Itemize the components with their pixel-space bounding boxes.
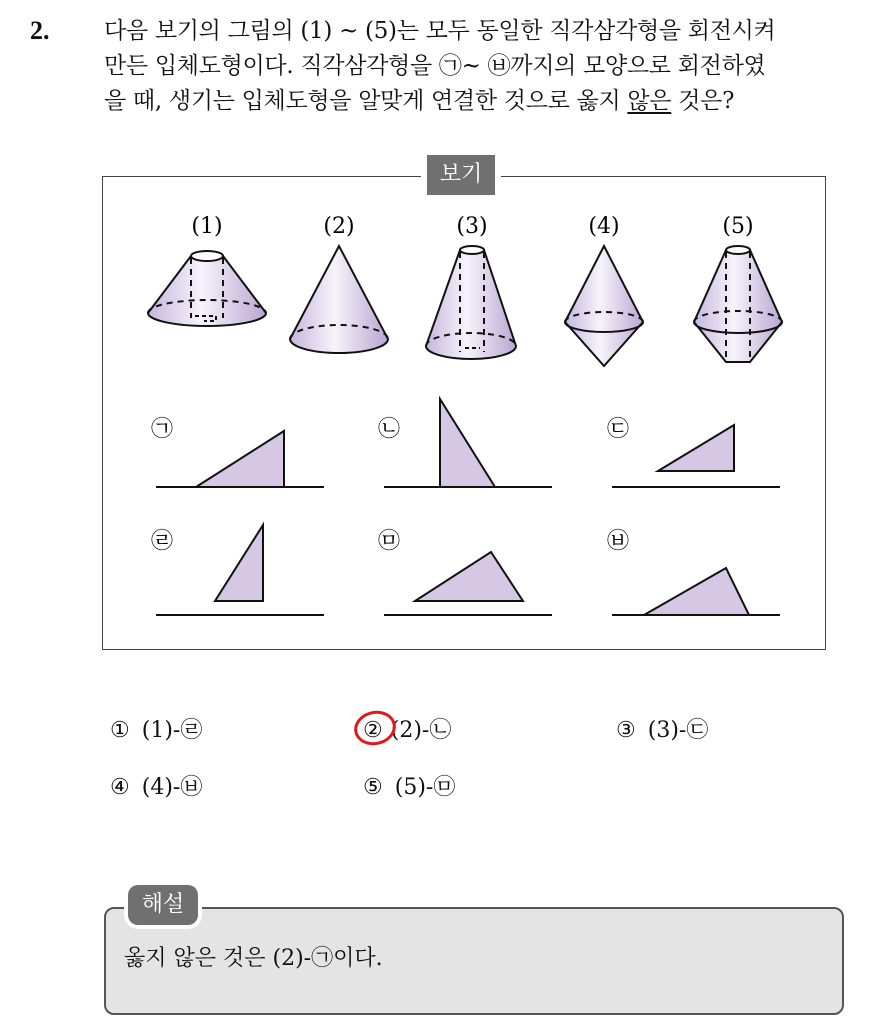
question-line-2: 만든 입체도형이다. 직각삼각형을 ㉠~ ㉥까지의 모양으로 회전하였	[104, 53, 766, 79]
triangle-label-e: ㉤	[377, 529, 401, 554]
solid-label-3: (3)	[456, 214, 488, 239]
question-line-1: 다음 보기의 그림의 (1) ~ (5)는 모두 동일한 직각삼각형을 회전시켜	[104, 18, 776, 44]
solid-label-4: (4)	[588, 214, 620, 239]
choice-4-number: ④	[110, 775, 130, 800]
triangle-label-b: ㉡	[377, 417, 401, 442]
triangle-a	[196, 431, 284, 487]
solid-4-double-cone	[565, 246, 643, 366]
choice-5[interactable]	[363, 773, 455, 803]
example-box-label: 보기	[427, 155, 495, 195]
triangle-label-a: ㉠	[150, 417, 174, 442]
choice-1[interactable]	[110, 716, 202, 746]
choice-4-text: (4)-㉥	[141, 775, 203, 800]
solid-1-hollow-cone	[148, 251, 266, 326]
question-number: 2.	[30, 16, 50, 45]
solid-5-hollow-double-cone	[694, 246, 782, 362]
question-line-3-end: 것은?	[671, 88, 735, 114]
solution-label: 해설	[128, 885, 198, 925]
triangle-e	[415, 552, 523, 601]
choice-5-text: (5)-㉤	[394, 775, 456, 800]
choice-3[interactable]	[616, 716, 708, 746]
solid-2-cone	[290, 246, 388, 353]
triangle-f	[644, 568, 749, 615]
choice-1-number: ①	[110, 718, 130, 743]
choice-5-number: ⑤	[363, 775, 383, 800]
solid-label-1: (1)	[191, 214, 223, 239]
choice-2-number: ②	[363, 718, 383, 743]
triangle-c	[658, 425, 734, 471]
choice-3-number: ③	[616, 718, 636, 743]
solid-label-2: (2)	[323, 214, 355, 239]
choice-2-text: (2)-㉡	[390, 718, 452, 743]
triangle-label-f: ㉥	[606, 529, 630, 554]
solution-text: 옳지 않은 것은 (2)-㉠이다.	[124, 946, 383, 971]
triangle-label-c: ㉢	[606, 417, 630, 442]
question-underlined-word: 않은	[627, 88, 672, 114]
choice-3-text: (3)-㉢	[647, 718, 709, 743]
triangle-label-d: ㉣	[150, 529, 174, 554]
question-line-3-start: 을 때, 생기는 입체도형을 알맞게 연결한 것으로 옳지	[104, 88, 628, 114]
triangle-b	[440, 399, 495, 487]
solid-3-hollow-tall-cone	[426, 246, 516, 359]
choice-1-text: (1)-㉣	[141, 718, 203, 743]
solid-label-5: (5)	[722, 214, 754, 239]
triangle-d	[215, 525, 263, 601]
choice-4[interactable]	[110, 773, 202, 803]
